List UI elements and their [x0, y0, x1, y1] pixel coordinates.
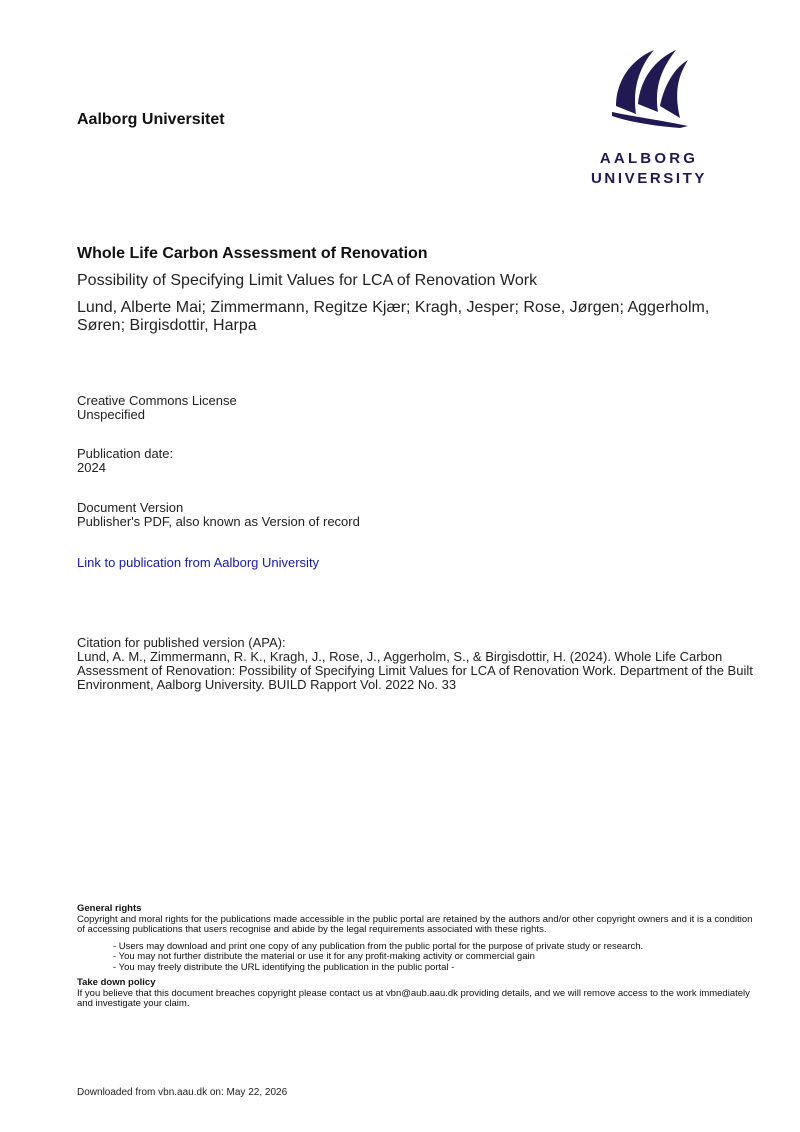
- publication-date-block: [77, 447, 173, 475]
- license-block: [77, 394, 237, 422]
- university-logo: [584, 46, 714, 191]
- publication-title: Whole Life Carbon Assessment of Renovation: [77, 245, 428, 262]
- logo-text-aalborg: AALBORG: [599, 150, 699, 167]
- citation-label: Citation for published version (APA):: [77, 635, 286, 650]
- institution-name: Aalborg Universitet: [77, 111, 225, 128]
- general-rights-text: Copyright and moral rights for the publications made accessible in the public portal are retained by the authors and/or other copyright owners and it is a condition of accessing publications that users recognise and abide by the legal requirements associated with these rights.: [77, 913, 753, 935]
- rights-list-item: - Users may download and print one copy of any publication from the public portal for the purpose of private study or research.: [113, 940, 644, 952]
- publication-subtitle: Possibility of Specifying Limit Values for LCA of Renovation Work: [77, 272, 538, 289]
- version-value: Publisher's PDF, also known as Version of record: [77, 514, 360, 529]
- takedown-heading: Take down policy: [77, 977, 156, 988]
- version-label: Document Version: [77, 500, 184, 515]
- publication-link[interactable]: Link to publication from Aalborg University: [77, 555, 320, 570]
- logo-text-university: UNIVERSITY: [590, 170, 707, 187]
- takedown-text: If you believe that this document breaches copyright please contact us at vbn@aub.aau.dk providing details, and we will remove access to the work immediately and investigate your claim.: [77, 987, 750, 1009]
- document-version-block: [77, 501, 360, 529]
- rights-list-item: - You may freely distribute the URL identifying the publication in the public portal -: [113, 961, 455, 973]
- license-label: Creative Commons License: [77, 393, 237, 408]
- citation-text: Lund, A. M., Zimmermann, R. K., Kragh, J., Rose, J., Aggerholm, S., & Birgisdottir, H. (2024). Whole Life Carbon Assessment of Renovation: Possibility of Specifying Limit Values for LCA of Renovation Work. Department of the Built Environment, Aalborg University. BUILD Rapport Vol. 2022 No. 33: [77, 649, 753, 692]
- date-label: Publication date:: [77, 446, 174, 461]
- date-value: 2024: [77, 460, 106, 475]
- rights-list: [113, 942, 757, 974]
- license-value: Unspecified: [77, 407, 145, 422]
- rights-section: [77, 904, 757, 1010]
- citation-block: [77, 636, 757, 692]
- download-footer: Downloaded from vbn.aau.dk on: May 22, 2026: [77, 1087, 288, 1098]
- rights-list-item: - You may not further distribute the material or use it for any profit-making activity or commercial gain: [113, 951, 535, 962]
- publication-authors: Lund, Alberte Mai; Zimmermann, Regitze Kjær; Kragh, Jesper; Rose, Jørgen; Aggerholm, Søren; Birgisdottir, Harpa: [77, 299, 710, 334]
- general-rights-heading: General rights: [77, 903, 142, 914]
- wave-logo-icon: [610, 46, 690, 128]
